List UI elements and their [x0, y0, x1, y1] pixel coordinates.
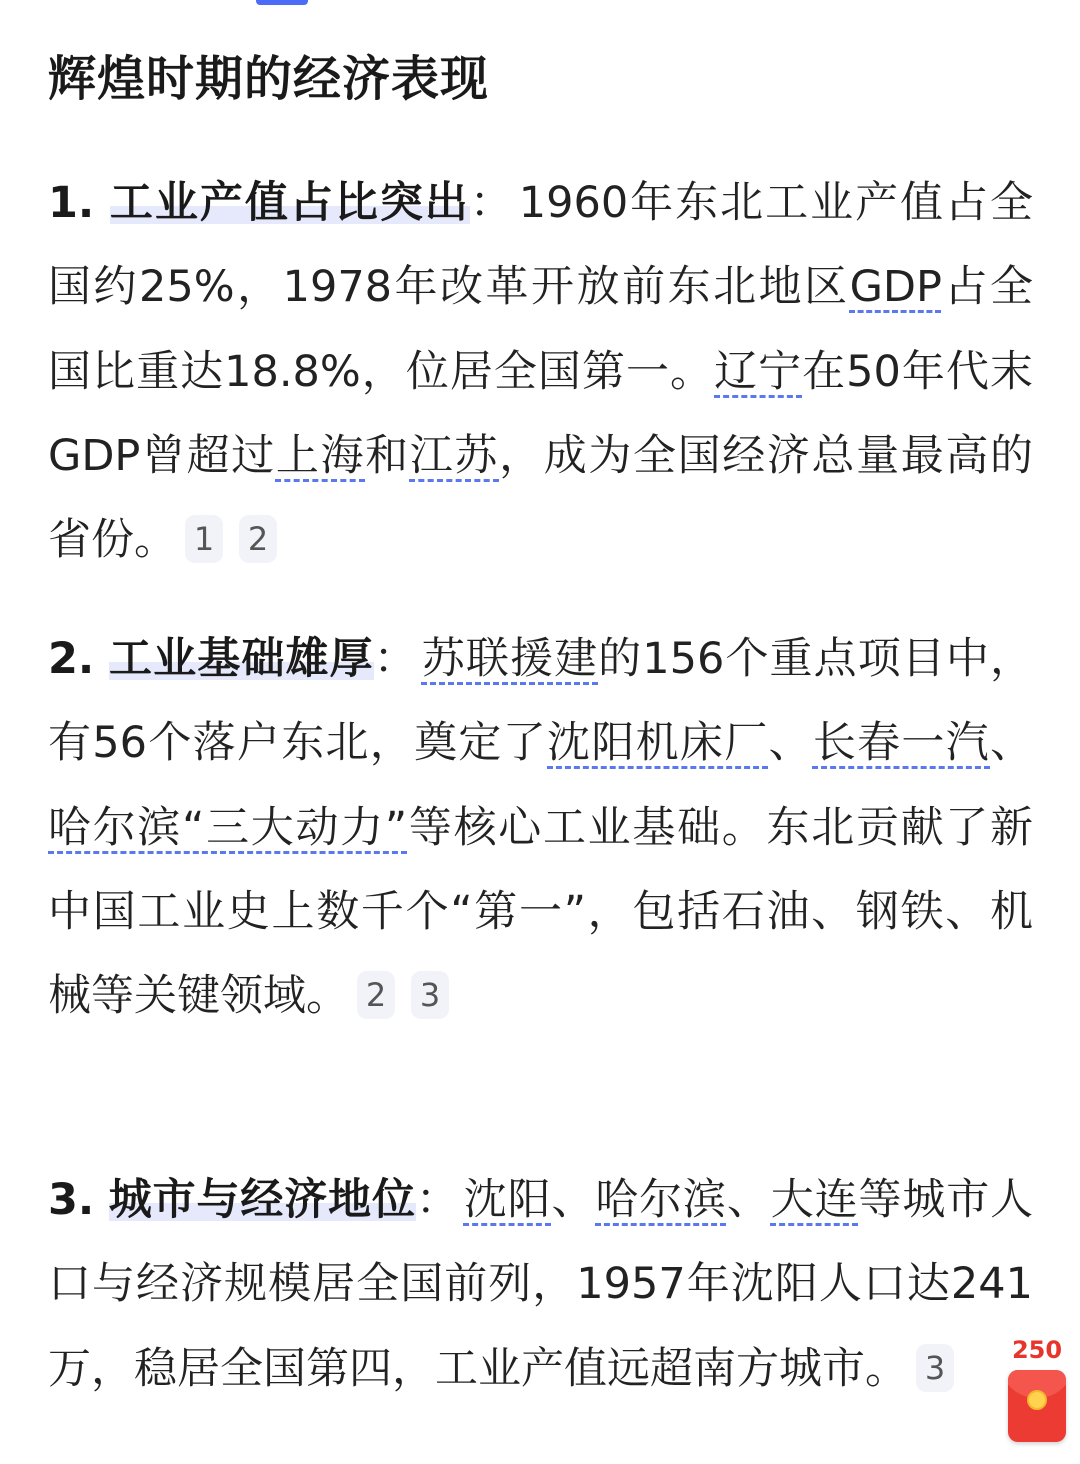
item-text: 、	[551, 1175, 596, 1225]
item-text: 占全国比重达18.8%，位居全国第一。	[48, 262, 1033, 397]
item-text: 、	[990, 718, 1034, 769]
item-number: 1.	[48, 178, 95, 228]
item-text: 在50年代末GDP曾超过	[48, 346, 1033, 481]
list-item	[48, 161, 1033, 582]
term-link-jiangsu[interactable]: 江苏	[409, 430, 500, 481]
item-text: 、	[768, 718, 813, 769]
citation-badge[interactable]: 3	[411, 971, 449, 1019]
term-link-shanghai[interactable]: 上海	[275, 430, 366, 481]
item-number: 2.	[48, 634, 95, 684]
red-packet-button[interactable]	[1004, 1334, 1070, 1448]
item-label: 工业产值占比突出	[109, 178, 470, 228]
term-link-dalian[interactable]: 大连	[770, 1175, 859, 1225]
citation-badge[interactable]: 2	[239, 515, 277, 563]
red-envelope-seal	[1027, 1390, 1047, 1410]
item-colon: ：	[469, 178, 515, 228]
item-colon: ：	[415, 1175, 460, 1225]
item-text: 、	[726, 1175, 771, 1225]
item-text: 1960年东北工业产值占全国约25%，1978年改革开放前东北地区	[48, 178, 1034, 313]
citation-badge[interactable]: 3	[916, 1344, 954, 1392]
item-number: 3.	[48, 1175, 95, 1225]
item-text: 等核心工业基础。东北贡献了新中国工业史上数千个“第一”，包括石油、钢铁、机械等关键领域。	[48, 802, 1033, 1022]
item-text: 和	[365, 430, 410, 481]
term-link-shenyang-machine-tool[interactable]: 沈阳机床厂	[547, 718, 769, 769]
item-text: ，成为全国经济总量最高的省份。	[48, 430, 1034, 566]
item-label: 城市与经济地位	[108, 1175, 416, 1225]
item-text: 等城市人口与经济规模居全国前列，1957年沈阳人口达241万，稳居全国第四，工业产值远超南方城市。	[48, 1175, 1034, 1394]
red-packet-count: 250	[1011, 1336, 1063, 1364]
item-colon: ：	[373, 634, 418, 684]
citation-badge[interactable]: 1	[185, 515, 223, 563]
section-heading: 辉煌时期的经济表现	[48, 51, 490, 107]
term-link-liaoning[interactable]: 辽宁	[714, 346, 803, 397]
item-text: 的156个重点项目中，有56个落户东北，奠定了	[48, 634, 1034, 769]
term-link-harbin[interactable]: 哈尔滨	[595, 1175, 727, 1225]
term-link-harbin-power[interactable]: 哈尔滨“三大动力”	[48, 802, 408, 853]
term-link-gdp[interactable]: GDP	[849, 262, 942, 313]
item-label: 工业基础雄厚	[109, 634, 374, 684]
red-envelope-icon	[1008, 1370, 1066, 1442]
citation-badge[interactable]: 2	[357, 971, 395, 1019]
term-link-soviet-aid[interactable]: 苏联援建	[421, 634, 599, 684]
list-item	[48, 1158, 1033, 1411]
term-link-shenyang[interactable]: 沈阳	[463, 1175, 552, 1225]
list-item	[48, 617, 1033, 1038]
top-tab-indicator	[256, 0, 308, 5]
term-link-faw[interactable]: 长春一汽	[812, 718, 991, 769]
